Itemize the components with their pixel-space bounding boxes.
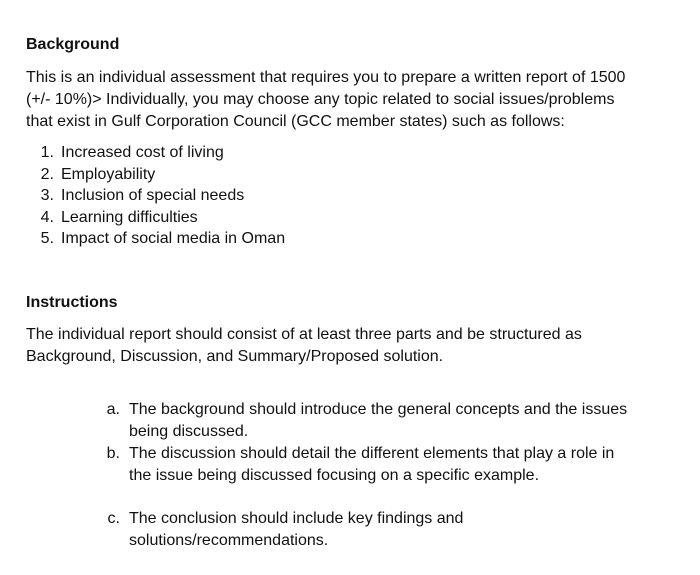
instructions-paragraph-line: The individual report should consist of at least three parts and be structured as — [26, 326, 582, 343]
list-item-line: being discussed. — [129, 423, 249, 440]
list-item-label: Increased cost of living — [61, 144, 224, 161]
background-paragraph-line: This is an individual assessment that requires you to prepare a written report of 1500 — [26, 69, 626, 86]
list-marker: 5. — [40, 230, 54, 247]
list-marker: 4. — [40, 208, 54, 226]
list-item-label: Impact of social media in Oman — [61, 230, 286, 247]
list-item-label: Learning difficulties — [61, 208, 198, 226]
list-item-label: Employability — [61, 165, 156, 183]
list-item-line: The background should introduce the general concepts and the issues — [129, 401, 628, 418]
instructions-paragraph — [26, 324, 686, 368]
list-item-line: solutions/recommendations. — [129, 532, 329, 549]
list-marker: b. — [106, 445, 120, 462]
list-marker: 3. — [40, 187, 54, 204]
background-heading: Background — [26, 36, 120, 53]
list-marker: c. — [107, 510, 120, 527]
list-marker: a. — [106, 401, 120, 418]
list-item-label — [129, 508, 674, 552]
list-item-label — [129, 443, 674, 487]
list-item-line: the issue being discussed focusing on a specific example. — [129, 467, 540, 484]
background-paragraph-line: (+/- 10%)> Individually, you may choose any topic related to social issues/problems — [26, 91, 615, 108]
instructions-heading: Instructions — [26, 294, 118, 311]
list-item-line: The conclusion should include key findings and — [129, 510, 464, 527]
list-marker: 1. — [40, 144, 54, 161]
list-item-label: Inclusion of special needs — [61, 187, 245, 204]
instructions-paragraph-line: Background, Discussion, and Summary/Proposed solution. — [26, 348, 444, 365]
background-paragraph-line: that exist in Gulf Corporation Council (GCC member states) such as follows: — [26, 113, 565, 130]
list-item-line: The discussion should detail the different elements that play a role in — [129, 445, 615, 462]
list-item-label — [129, 399, 674, 443]
background-paragraph — [26, 67, 686, 133]
list-marker: 2. — [40, 165, 54, 183]
